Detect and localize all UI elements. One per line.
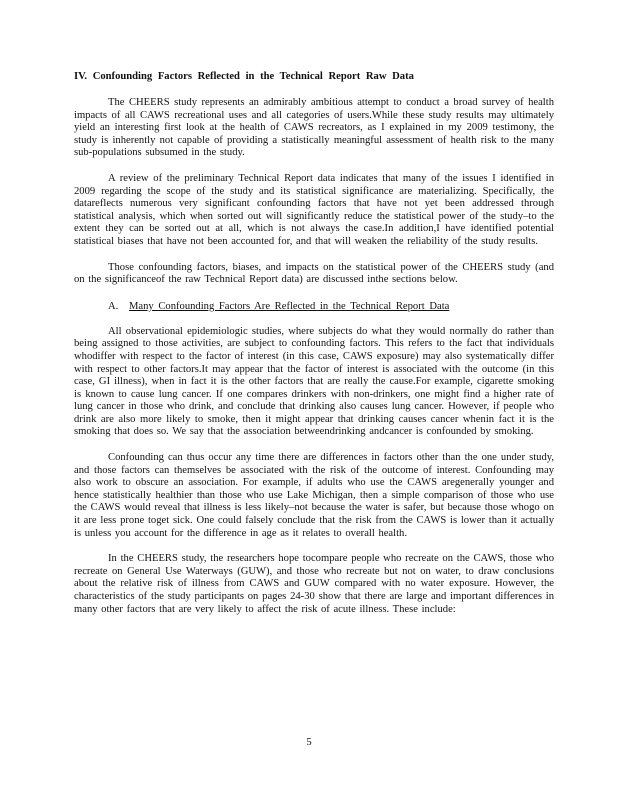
subsection-title: Many Confounding Factors Are Reflected in the Technical Report Data — [128, 300, 450, 312]
paragraph-body-2: Confounding can thus occur any time there are differences in factors other than the one under study, and those factors can themselves be associated with the risk of the outcome of interest. Confounding may also work to obscure an association. For example, if adults who use the CAWS aregenerally younger and hence statistically healthier than those who use Lake Michigan, then a simple comparison of those who use the CAWS would reveal that illness is less likely–not because the water is safer, but because those whogo on it are less prone toget sick. One could falsely conclude that the risk from the CAWS is lower than it actually is unless you account for the difference in age as it relates to overall health. — [74, 452, 554, 539]
paragraph-intro-1: The CHEERS study represents an admirably ambitious attempt to conduct a broad survey of health impacts of all CAWS recreational uses and all categories of users.While these study results may ultimately yield an interesting first look at the health of CAWS recreators, as I explained in my 2009 testimony, the study is inherently not capable of providing a statistically meaningful assessment of health risk to the many sub-populations subsumed in the study. — [74, 97, 554, 159]
page-number: 5 — [306, 737, 312, 748]
subsection-heading — [108, 300, 554, 313]
section-heading: IV. Confounding Factors Reflected in the Technical Report Raw Data — [74, 71, 414, 82]
paragraph-body-3: In the CHEERS study, the researchers hope tocompare people who recreate on the CAWS, those who recreate on General Use Waterways (GUW), and those who recreate but not on water, to draw conclusions about the relative risk of illness from CAWS and GUW compared with no water exposure. However, the characteristics of the study participants on pages 24-30 show that there are large and important differences in many other factors that are very likely to affect the risk of acute illness. These include: — [74, 553, 554, 615]
subsection-letter: A. — [108, 300, 119, 312]
page-content — [74, 70, 554, 629]
paragraph-intro-2: A review of the preliminary Technical Report data indicates that many of the issues I identified in 2009 regarding the scope of the study and its statistical significance are materializing. Specifically, the datareflects numerous very significant confounding factors that have not yet been addressed through statistical analysis, which when sorted out will significantly reduce the statistical power of the study–to the extent they can be sorted out at all, which is not always the case.In addition,I have identified potential statistical biases that have not been accounted for, and that will weaken the reliability of the study results. — [74, 172, 554, 247]
paragraph-intro-3: Those confounding factors, biases, and impacts on the statistical power of the CHEERS study (and on the significanceof the raw Technical Report data) are discussed inthe sections below. — [74, 261, 554, 286]
paragraph-body-1: All observational epidemiologic studies, where subjects do what they would normally do rather than being assigned to those activities, are subject to confounding factors. This refers to the fact that individuals whodiffer with respect to the factor of interest (in this case, CAWS exposure) may also systematically differ with respect to other factors.It may appear that the factor of interest is associated with the outcome (in this case, GI illness), when in fact it is the other factors that are really the cause.For example, cigarette smoking is known to cause lung cancer. If one compares drinkers with non-drinkers, one might find a higher rate of lung cancer in those who drink, and conclude that drinking also causes lung cancer. However, if people who drink are also more likely to smoke, then it might appear that drinking causes cancer whenin fact it is the smoking that does so. We say that the association betweendrinking andcancer is confounded by smoking. — [74, 325, 554, 438]
